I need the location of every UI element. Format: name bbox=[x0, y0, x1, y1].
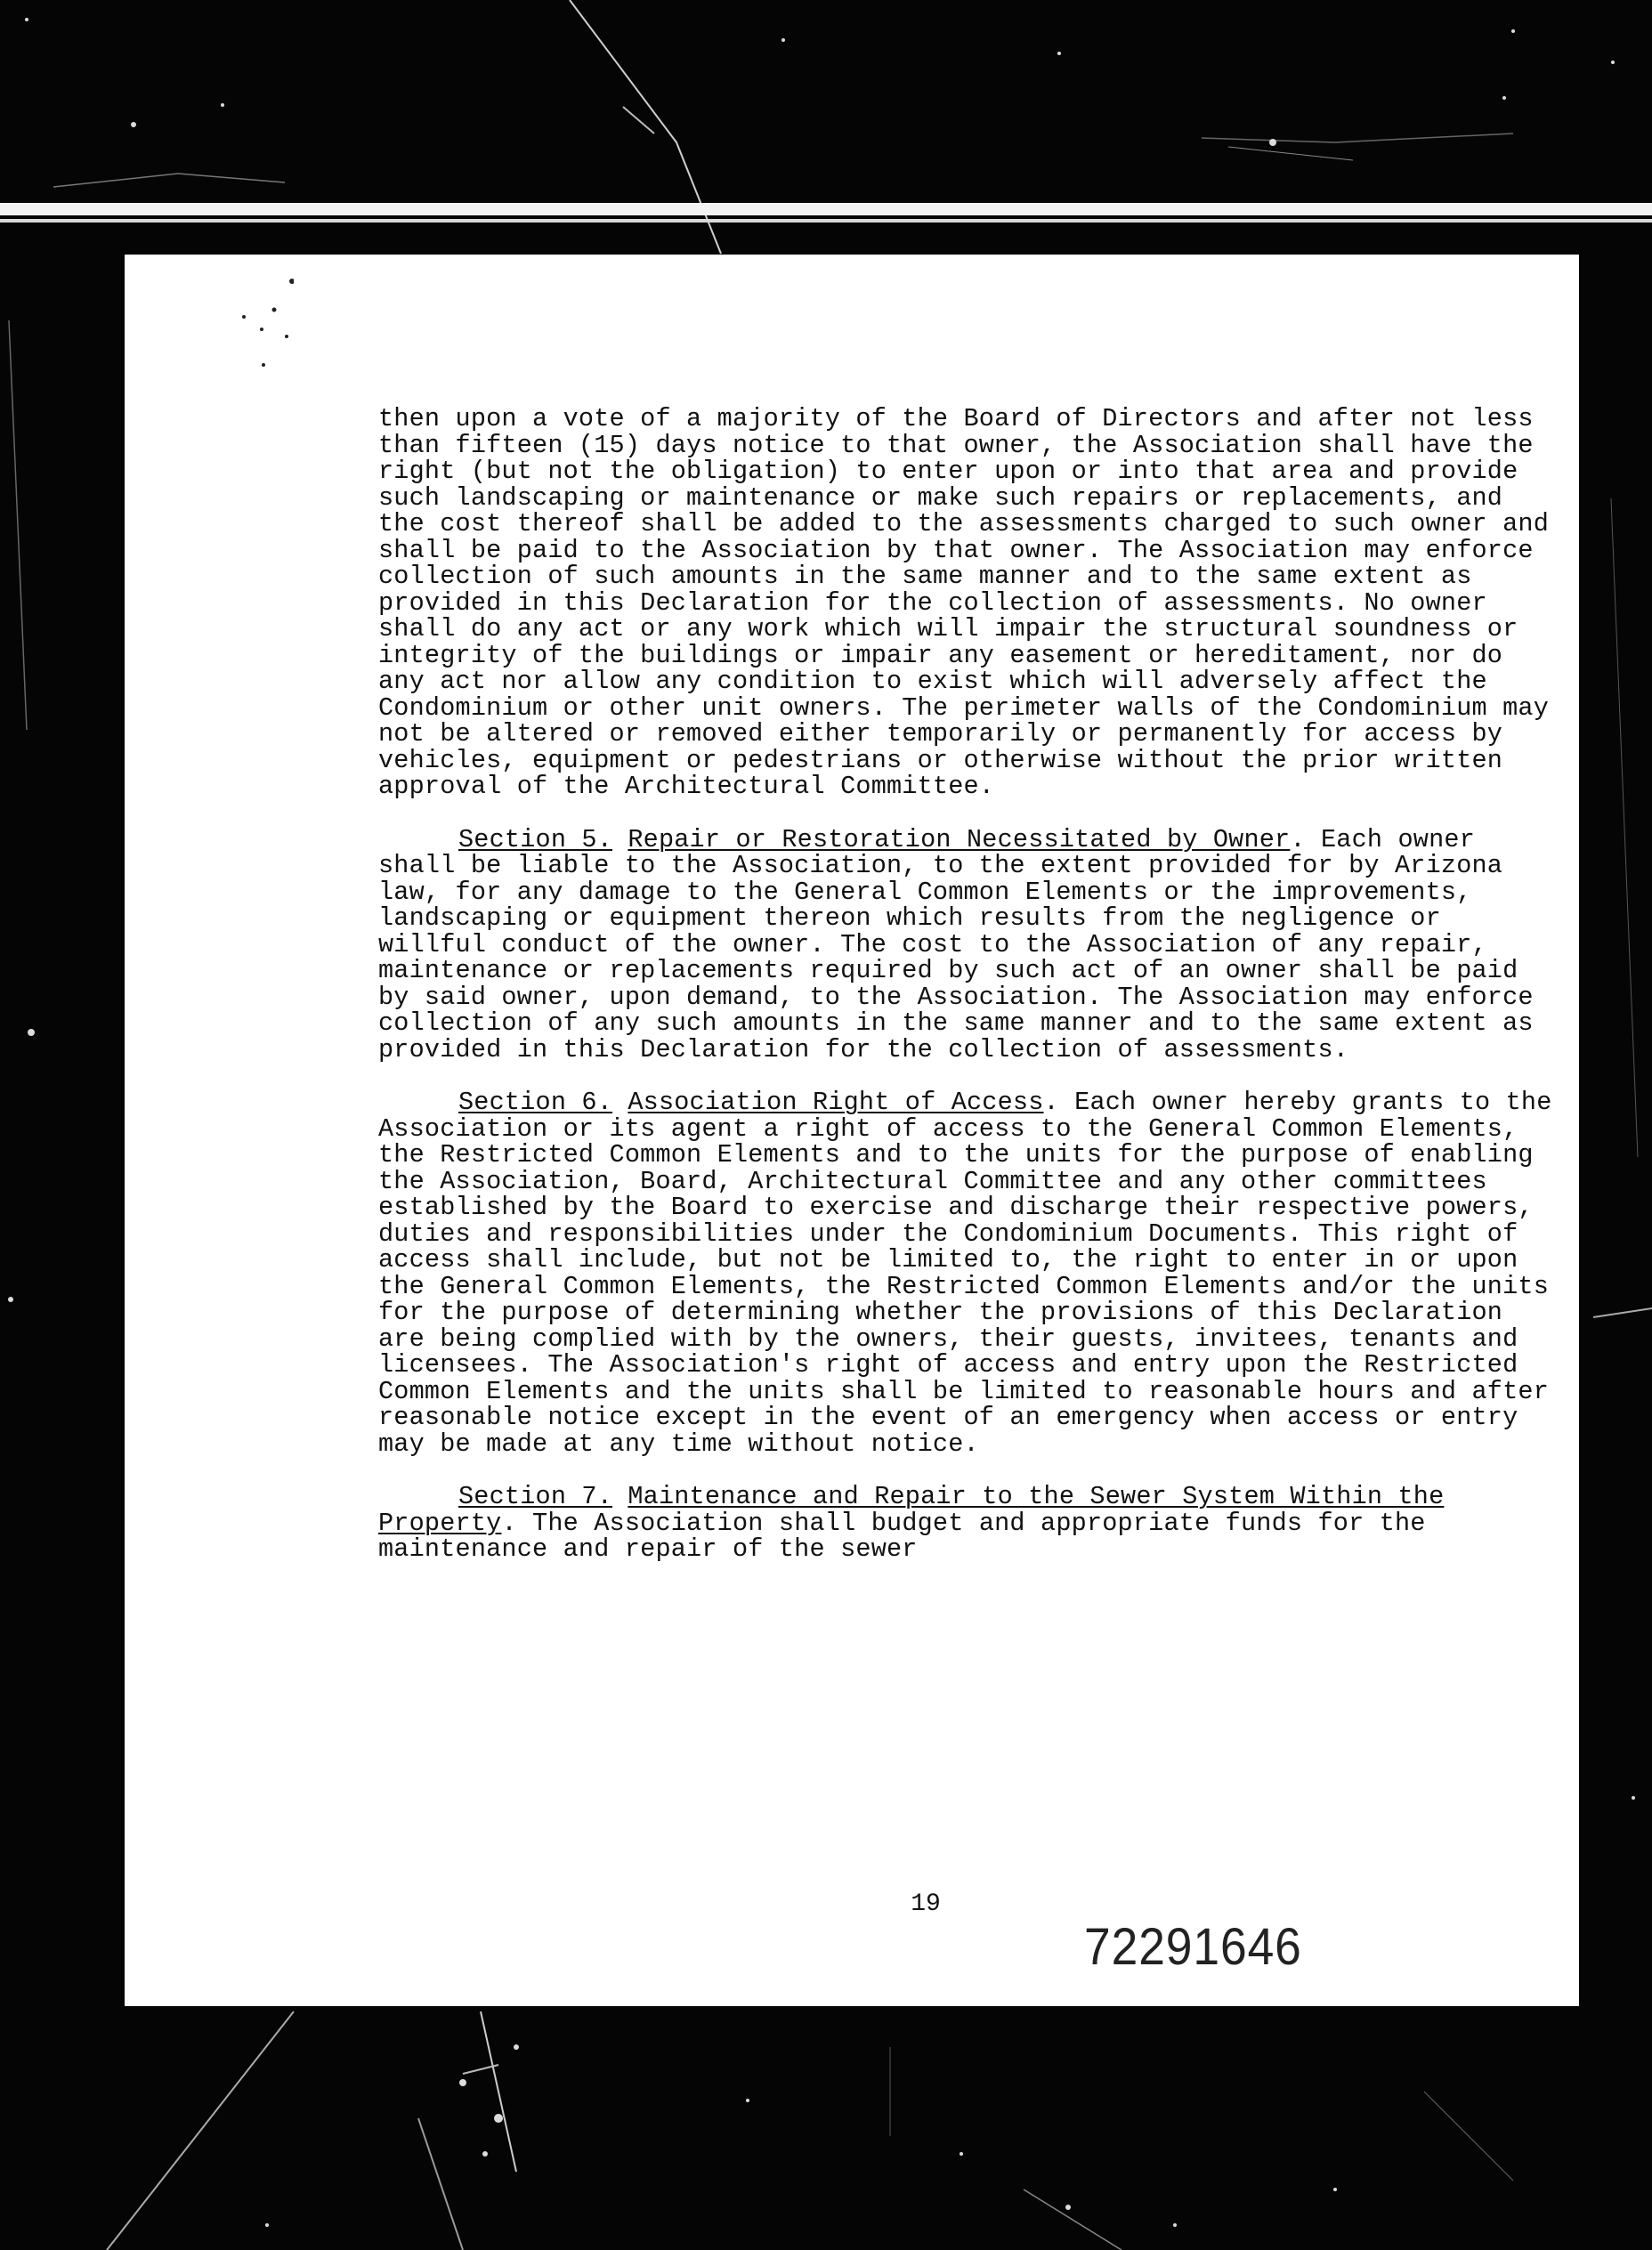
section-6-body: Each owner hereby grants to the Association or its agent a right of access to the General Common Elements, the Restricted Common Elements and to the units for the purpose of enabling the Association, Board, Architectural Committee and any other committees established by the Board to exercise and discharge their respective powers, duties and responsibilities under the Condominium Documents. This right of access shall include, but not be limited to, the right to enter in or upon the General Common Elements, the Restricted Common Elements and/or the units for the purpose of determining whether the provisions of this Declaration are being complied with by the owners, their guests, invitees, tenants and licensees. The Association's right of access and entry upon the Restricted Common Elements and the units shall be limited to reasonable hours and after reasonable notice except in the event of an emergency when access or entry may be made at any time without notice. bbox=[378, 1088, 1552, 1459]
section-6-heading: Association Right of Access bbox=[628, 1088, 1044, 1117]
recording-stamp-right: 1646 bbox=[1193, 1918, 1302, 1976]
recording-stamp-left: 7229 bbox=[1084, 1918, 1194, 1976]
document-page bbox=[125, 255, 1579, 2006]
scan-speck-cluster bbox=[178, 265, 294, 372]
section-7-body: The Association shall budget and appropriate funds for the maintenance and repair of the sewer bbox=[378, 1508, 1426, 1564]
section-7-heading: Maintenance and Repair to the Sewer System Within the Property bbox=[378, 1482, 1445, 1538]
section-5: Section 5. Repair or Restoration Necessitated by Owner. Each owner shall be liable to the Association, to the extent provided for by Arizona law, for any damage to the General Common Elements or the improvements, landscaping or equipment thereon which results from the negligence or willful conduct of the owner. The cost to the Association of any repair, maintenance or replacements required by such act of an owner shall be paid by said owner, upon demand, to the Association. The Association may enforce collection of any such amounts in the same manner and to the same extent as provided in this Declaration for the collection of assessments. bbox=[378, 824, 1534, 1064]
section-6-label: Section 6. bbox=[458, 1088, 613, 1117]
section-5-body: Each owner shall be liable to the Association, to the extent provided for by Arizona law, for any damage to the General Common Elements or the improvements, landscaping or equipment thereon which results from the negligence or willful conduct of the owner. The cost to the Association of any repair, maintenance or replacements required by such act of an owner shall be paid by said owner, upon demand, to the Association. The Association may enforce collection of any such amounts in the same manner and to the same extent as provided in this Declaration for the collection of assessments. bbox=[378, 824, 1534, 1064]
section-5-heading: Repair or Restoration Necessitated by Owner bbox=[628, 824, 1291, 854]
section-7: Section 7. Maintenance and Repair to the Sewer System Within the Property. The Association shall budget and appropriate funds for the maintenance and repair of the sewer bbox=[378, 1482, 1445, 1564]
section-6: Section 6. Association Right of Access. Each owner hereby grants to the Association or its agent a right of access to the General Common Elements, the Restricted Common Elements and to the units for the purpose of enabling the Association, Board, Architectural Committee and any other committees established by the Board to exercise and discharge their respective powers, duties and responsibilities under the Condominium Documents. This right of access shall include, but not be limited to, the right to enter in or upon the General Common Elements, the Restricted Common Elements and/or the units for the purpose of determining whether the provisions of this Declaration are being complied with by the owners, their guests, invitees, tenants and licensees. The Association's right of access and entry upon the Restricted Common Elements and the units shall be limited to reasonable hours and after reasonable notice except in the event of an emergency when access or entry may be made at any time without notice. bbox=[378, 1088, 1552, 1459]
scan-edge-band-thin bbox=[0, 219, 1652, 223]
scan-edge-band bbox=[0, 203, 1652, 215]
paragraph-intro: then upon a vote of a majority of the Board of Directors and after not less than fifteen (15) days notice to that owner, the Association shall have the right (but not the obligation) to enter upon or into that area and provide such landscaping or maintenance or make such repairs or replacements, and the cost thereof shall be added to the assessments charged to such owner and shall be paid to the Association by that owner. The Association may enforce collection of such amounts in the same manner and to the same extent as provided in this Declaration for the collection of assessments. No owner shall do any act or any work which will impair the structural soundness or integrity of the buildings or impair any easement or hereditament, nor do any act nor allow any condition to exist which will adversely affect the Condominium or other unit owners. The perimeter walls of the Condominium may not be altered or removed either temporarily or permanently for access by vehicles, equipment or pedestrians or otherwise without the prior written approval of the Architectural Committee. bbox=[378, 404, 1550, 801]
section-5-label: Section 5. bbox=[458, 824, 613, 854]
page-number: 19 bbox=[911, 1890, 941, 1918]
recording-stamp bbox=[1084, 1917, 1302, 1977]
document-body bbox=[378, 406, 1553, 1590]
section-7-label: Section 7. bbox=[458, 1482, 613, 1511]
